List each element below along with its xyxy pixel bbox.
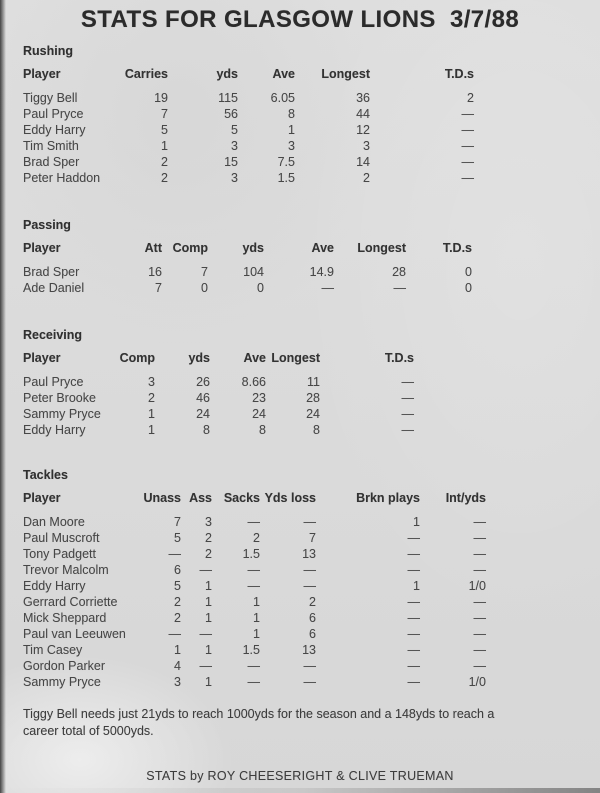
stat-value-cell: — — [473, 643, 486, 657]
player-name-cell: Brad Sper — [23, 265, 80, 279]
stat-value-cell: — — [303, 579, 316, 593]
column-header: yds — [242, 241, 264, 255]
player-name-cell: Gerrard Corriette — [23, 595, 118, 609]
stat-value-cell: 1 — [205, 675, 212, 689]
stat-value-cell: 2 — [174, 595, 181, 609]
column-header: Int/yds — [445, 491, 486, 505]
stat-value-cell: 7 — [309, 531, 316, 545]
credits-line: STATS by ROY CHEESERIGHT & CLIVE TRUEMAN — [146, 769, 454, 783]
stat-value-cell: 1 — [205, 611, 212, 625]
stat-value-cell: 2 — [161, 171, 168, 185]
table-row — [23, 594, 486, 610]
stat-value-cell: — — [473, 515, 486, 529]
player-name-cell: Sammy Pryce — [23, 407, 101, 421]
section-passing-title: Passing — [23, 218, 71, 232]
column-header: Player — [23, 67, 61, 81]
stat-value-cell: 1 — [148, 423, 155, 437]
stat-value-cell: — — [401, 423, 414, 437]
table-row — [23, 138, 474, 154]
footnote-line-2: career total of 5000yds. — [23, 723, 154, 738]
stat-value-cell: 6 — [309, 611, 316, 625]
stat-value-cell: — — [407, 659, 420, 673]
stat-value-cell: — — [303, 563, 316, 577]
player-name-cell: Gordon Parker — [23, 659, 105, 673]
column-header: Comp — [119, 351, 155, 365]
table-row — [23, 562, 486, 578]
stat-value-cell: — — [247, 563, 260, 577]
column-header: Player — [23, 241, 61, 255]
stat-value-cell: — — [321, 281, 334, 295]
stat-value-cell: 5 — [174, 531, 181, 545]
header-row — [23, 350, 414, 374]
stat-value-cell: — — [199, 563, 212, 577]
stat-value-cell: 5 — [174, 579, 181, 593]
stat-value-cell: 2 — [205, 531, 212, 545]
stat-value-cell: 2 — [363, 171, 370, 185]
stat-value-cell: 1 — [205, 595, 212, 609]
stat-value-cell: 19 — [154, 91, 168, 105]
stat-value-cell: — — [461, 107, 474, 121]
header-row — [23, 66, 474, 90]
stat-value-cell: — — [407, 531, 420, 545]
stat-value-cell: 6.05 — [270, 91, 295, 105]
stat-value-cell: 1.5 — [242, 643, 260, 657]
stat-value-cell: 115 — [218, 91, 238, 105]
stat-value-cell: 44 — [356, 107, 370, 121]
stat-value-cell: 6 — [174, 563, 181, 577]
table-row — [23, 390, 414, 406]
section-rushing-title: Rushing — [23, 44, 73, 58]
stat-value-cell: — — [303, 675, 316, 689]
stat-value-cell: 104 — [243, 265, 264, 279]
stat-value-cell: 0 — [465, 265, 472, 279]
player-name-cell: Peter Brooke — [23, 391, 96, 405]
stat-value-cell: 1 — [413, 579, 420, 593]
table-row — [23, 578, 486, 594]
stat-value-cell: 3 — [148, 375, 155, 389]
tackles-table — [23, 490, 486, 690]
table-row — [23, 374, 414, 390]
stat-value-cell: — — [407, 643, 420, 657]
stat-value-cell: 7 — [174, 515, 181, 529]
stat-value-cell: 24 — [306, 407, 320, 421]
stat-value-cell: — — [247, 515, 260, 529]
stat-value-cell: — — [407, 547, 420, 561]
player-name-cell: Sammy Pryce — [23, 675, 101, 689]
stat-value-cell: 8 — [288, 107, 295, 121]
stat-value-cell: — — [401, 391, 414, 405]
player-name-cell: Tim Smith — [23, 139, 79, 153]
table-row — [23, 674, 486, 690]
stat-value-cell: 2 — [309, 595, 316, 609]
stat-value-cell: 1 — [413, 515, 420, 529]
table-row — [23, 280, 472, 296]
stat-value-cell: — — [407, 563, 420, 577]
stat-value-cell: 3 — [231, 171, 238, 185]
table-row — [23, 406, 414, 422]
column-header: Carries — [124, 67, 168, 81]
table-row — [23, 546, 486, 562]
stat-value-cell: — — [168, 627, 181, 641]
stat-value-cell: 1.5 — [277, 171, 295, 185]
table-row — [23, 154, 474, 170]
column-header: Ave — [243, 351, 266, 365]
stat-value-cell: 1.5 — [242, 547, 260, 561]
stat-value-cell: — — [473, 595, 486, 609]
table-row — [23, 642, 486, 658]
stat-value-cell: — — [401, 375, 414, 389]
table-row — [23, 514, 486, 530]
player-name-cell: Mick Sheppard — [23, 611, 107, 625]
player-name-cell: Brad Sper — [23, 155, 80, 169]
table-row — [23, 90, 474, 106]
stat-value-cell: 0 — [465, 281, 472, 295]
stat-value-cell: 46 — [196, 391, 210, 405]
stat-value-cell: 1 — [253, 611, 260, 625]
stat-value-cell: — — [303, 659, 316, 673]
player-name-cell: Eddy Harry — [23, 123, 86, 137]
stat-value-cell: 36 — [356, 91, 370, 105]
table-row — [23, 422, 414, 438]
stat-value-cell: 5 — [231, 123, 238, 137]
section-rushing — [23, 44, 474, 186]
stat-value-cell: — — [303, 515, 316, 529]
stat-value-cell: 1 — [205, 579, 212, 593]
stat-value-cell: — — [473, 531, 486, 545]
section-tackles — [23, 468, 486, 690]
stat-value-cell: 1 — [253, 627, 260, 641]
player-name-cell: Tiggy Bell — [23, 91, 78, 105]
stat-value-cell: 24 — [196, 407, 210, 421]
stat-value-cell: 3 — [363, 139, 370, 153]
stat-value-cell: 28 — [306, 391, 320, 405]
column-header: Brkn plays — [356, 491, 420, 505]
footnote-line-1: Tiggy Bell needs just 21yds to reach 1000yds for the season and a 148yds to reach a — [23, 707, 495, 721]
stat-value-cell: 15 — [224, 155, 238, 169]
player-name-cell: Tim Casey — [23, 643, 83, 657]
stat-value-cell: 1 — [288, 123, 295, 137]
column-header: T.D.s — [444, 67, 474, 81]
player-name-cell: Paul Muscroft — [23, 531, 100, 545]
table-row — [23, 122, 474, 138]
stat-value-cell: 12 — [356, 123, 370, 137]
stat-value-cell: — — [473, 627, 486, 641]
player-name-cell: Tony Padgett — [23, 547, 96, 561]
column-header: T.D.s — [384, 351, 414, 365]
column-header: yds — [216, 67, 238, 81]
stat-value-cell: — — [461, 139, 474, 153]
table-row — [23, 170, 474, 186]
table-row — [23, 658, 486, 674]
stat-value-cell: — — [168, 547, 181, 561]
stat-value-cell: 3 — [205, 515, 212, 529]
stat-value-cell: — — [393, 281, 406, 295]
stat-value-cell: 1 — [205, 643, 212, 657]
column-header: Longest — [321, 67, 370, 81]
stat-value-cell: 23 — [252, 391, 266, 405]
player-name-cell: Paul Pryce — [23, 107, 84, 121]
stat-value-cell: 1 — [148, 407, 155, 421]
header-row — [23, 490, 486, 514]
stat-value-cell: — — [247, 579, 260, 593]
table-row — [23, 106, 474, 122]
stat-value-cell: 8 — [313, 423, 320, 437]
column-header: Att — [144, 241, 162, 255]
column-header: Ave — [311, 241, 334, 255]
player-name-cell: Dan Moore — [23, 515, 85, 529]
stat-value-cell: — — [473, 547, 486, 561]
stat-value-cell: — — [461, 171, 474, 185]
column-header: Yds loss — [264, 491, 316, 505]
stat-value-cell: — — [473, 563, 486, 577]
stat-value-cell: 7.5 — [277, 155, 295, 169]
stat-value-cell: 2 — [467, 91, 474, 105]
column-header: Player — [23, 351, 61, 365]
stat-value-cell: — — [473, 611, 486, 625]
column-header: Ave — [272, 67, 295, 81]
stat-value-cell: 2 — [253, 531, 260, 545]
stat-value-cell: 1/0 — [468, 579, 486, 593]
player-name-cell: Paul Pryce — [23, 375, 84, 389]
column-header: T.D.s — [442, 241, 472, 255]
column-header: Comp — [172, 241, 208, 255]
stat-value-cell: 2 — [161, 155, 168, 169]
footnote — [23, 706, 588, 739]
table-row — [23, 610, 486, 626]
stat-value-cell: — — [407, 611, 420, 625]
section-receiving-title: Receiving — [23, 328, 83, 342]
stat-value-cell: 13 — [302, 643, 316, 657]
stat-value-cell: — — [199, 659, 212, 673]
player-name-cell: Eddy Harry — [23, 579, 86, 593]
table-row — [23, 264, 472, 280]
stat-value-cell: 7 — [161, 107, 168, 121]
stat-value-cell: 28 — [392, 265, 406, 279]
stat-value-cell: 3 — [231, 139, 238, 153]
stat-value-cell: 13 — [302, 547, 316, 561]
stat-value-cell: 24 — [252, 407, 266, 421]
column-header: Unass — [143, 491, 181, 505]
stat-value-cell: — — [461, 123, 474, 137]
section-receiving — [23, 328, 414, 438]
stat-value-cell: 3 — [174, 675, 181, 689]
stat-value-cell: 14.9 — [309, 265, 334, 279]
stat-value-cell: — — [199, 627, 212, 641]
stat-value-cell: — — [401, 407, 414, 421]
stat-value-cell: — — [407, 595, 420, 609]
player-name-cell: Ade Daniel — [23, 281, 85, 295]
rushing-table — [23, 66, 474, 186]
column-header: yds — [188, 351, 210, 365]
section-passing — [23, 218, 472, 296]
table-row — [23, 626, 486, 642]
stat-value-cell: 2 — [174, 611, 181, 625]
stat-value-cell: 1 — [174, 643, 181, 657]
section-tackles-title: Tackles — [23, 468, 68, 482]
stat-value-cell: 1 — [253, 595, 260, 609]
stat-value-cell: 56 — [224, 107, 238, 121]
header-row — [23, 240, 472, 264]
scan-bottom-edge-shadow — [0, 788, 600, 793]
stat-value-cell: 0 — [257, 281, 264, 295]
player-name-cell: Trevor Malcolm — [23, 563, 109, 577]
column-header: Player — [23, 491, 61, 505]
stat-value-cell: 8.66 — [241, 375, 266, 389]
stat-value-cell: — — [407, 675, 420, 689]
stat-value-cell: 26 — [196, 375, 210, 389]
stat-value-cell: 16 — [148, 265, 162, 279]
stat-value-cell: 14 — [356, 155, 370, 169]
player-name-cell: Peter Haddon — [23, 171, 101, 185]
column-header: Longest — [271, 351, 320, 365]
passing-table — [23, 240, 472, 296]
stat-value-cell: — — [247, 659, 260, 673]
player-name-cell: Eddy Harry — [23, 423, 86, 437]
stat-value-cell: 1/0 — [468, 675, 486, 689]
stat-value-cell: 6 — [309, 627, 316, 641]
receiving-table — [23, 350, 414, 438]
stat-value-cell: 3 — [288, 139, 295, 153]
stat-value-cell: 0 — [201, 281, 208, 295]
stat-value-cell: — — [461, 155, 474, 169]
table-row — [23, 530, 486, 546]
stat-value-cell: 8 — [203, 423, 210, 437]
stat-value-cell: 8 — [259, 423, 266, 437]
stat-value-cell: 7 — [201, 265, 208, 279]
player-name-cell: Paul van Leeuwen — [23, 627, 126, 641]
stat-value-cell: — — [473, 659, 486, 673]
column-header: Sacks — [223, 491, 260, 505]
stat-value-cell: 2 — [205, 547, 212, 561]
stat-value-cell: 7 — [155, 281, 162, 295]
scan-left-edge-shadow — [0, 0, 6, 793]
stat-value-cell: 11 — [307, 375, 320, 389]
stat-value-cell: — — [247, 675, 260, 689]
stat-value-cell: 1 — [161, 139, 168, 153]
stat-value-cell: 5 — [161, 123, 168, 137]
stat-value-cell: 4 — [174, 659, 181, 673]
page-title: STATS FOR GLASGOW LIONS 3/7/88 — [80, 6, 520, 33]
column-header: Longest — [357, 241, 406, 255]
column-header: Ass — [189, 491, 212, 505]
stat-value-cell: 2 — [148, 391, 155, 405]
stat-value-cell: — — [407, 627, 420, 641]
